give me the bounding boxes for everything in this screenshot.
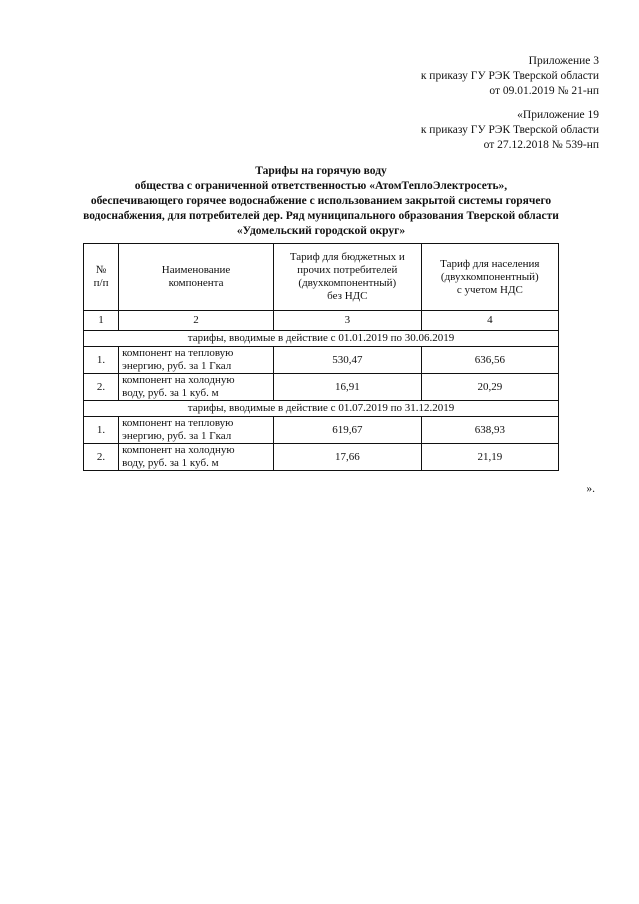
component-name-line1: компонент на тепловую	[122, 347, 234, 359]
title-line3: обеспечивающего горячее водоснабжение с использованием закрытой системы горячего	[90, 195, 552, 207]
column-number-row	[84, 311, 559, 331]
header-num	[84, 244, 119, 311]
title-line5: «Удомельский городской округ»	[236, 225, 406, 237]
table-header-row	[84, 244, 559, 311]
column-number: 2	[119, 311, 274, 331]
header-t2-line1: Тариф для населения	[440, 257, 540, 270]
row-number: 2.	[84, 374, 119, 401]
column-number: 4	[421, 311, 558, 331]
header-tariff-budget	[273, 244, 421, 311]
tariff-population-value: 636,56	[421, 347, 558, 374]
header-tariff-population	[421, 244, 558, 311]
column-number: 3	[273, 311, 421, 331]
header-t1-line4: без НДС	[327, 290, 368, 302]
header-t2-line2: (двухкомпонентный)	[440, 270, 539, 283]
component-name-line2: воду, руб. за 1 куб. м	[122, 387, 219, 399]
tariff-budget-value: 619,67	[273, 417, 421, 444]
tariff-population-value: 638,93	[421, 417, 558, 444]
period-label: тарифы, вводимые в действие с 01.01.2019 по 30.06.2019	[84, 331, 559, 347]
annex-reference-current	[421, 54, 599, 99]
header-num-line1: №	[95, 264, 107, 276]
annex-current-line2: к приказу ГУ РЭК Тверской области	[420, 70, 599, 82]
annex-reference-previous	[421, 108, 599, 153]
document-title	[40, 164, 602, 239]
component-name	[119, 444, 274, 471]
component-name-line1: компонент на холодную	[122, 444, 235, 456]
closing-quote: ».	[586, 483, 595, 495]
header-t2-line3: с учетом НДС	[456, 283, 523, 296]
component-name-line2: энергию, руб. за 1 Гкал	[122, 430, 232, 442]
header-t1-line3: (двухкомпонентный)	[298, 277, 397, 289]
component-name-line1: компонент на холодную	[122, 374, 235, 386]
header-component-name	[119, 244, 274, 311]
header-num-line2: п/п	[93, 277, 109, 289]
table-row	[84, 444, 559, 471]
header-t1-line1: Тариф для бюджетных и	[289, 251, 405, 263]
component-name	[119, 374, 274, 401]
table-row	[84, 374, 559, 401]
table-row	[84, 417, 559, 444]
tariff-table	[83, 243, 559, 471]
row-number: 1.	[84, 417, 119, 444]
tariff-budget-value: 16,91	[273, 374, 421, 401]
tariff-budget-value: 530,47	[273, 347, 421, 374]
period-row	[84, 331, 559, 347]
annex-previous-line1: «Приложение 19	[517, 109, 599, 121]
component-name-line2: энергию, руб. за 1 Гкал	[122, 360, 232, 372]
annex-current-line3: от 09.01.2019 № 21-нп	[489, 85, 599, 97]
component-name	[119, 347, 274, 374]
tariff-budget-value: 17,66	[273, 444, 421, 471]
annex-previous-line2: к приказу ГУ РЭК Тверской области	[420, 124, 599, 136]
header-t1-line2: прочих потребителей	[297, 264, 398, 276]
title-line4: водоснабжения, для потребителей дер. Ряд муниципального образования Тверской области	[83, 210, 559, 222]
title-line2: общества с ограниченной ответственностью «АтомТеплоЭлектросеть»,	[134, 180, 508, 192]
header-name-line2: компонента	[168, 277, 224, 289]
component-name	[119, 417, 274, 444]
tariff-population-value: 21,19	[421, 444, 558, 471]
component-name-line1: компонент на тепловую	[122, 417, 234, 429]
table-row	[84, 347, 559, 374]
component-name-line2: воду, руб. за 1 куб. м	[122, 457, 219, 469]
annex-current-line1: Приложение 3	[528, 55, 599, 67]
period-label: тарифы, вводимые в действие с 01.07.2019 по 31.12.2019	[84, 401, 559, 417]
period-row	[84, 401, 559, 417]
title-line1: Тарифы на горячую воду	[255, 165, 387, 177]
row-number: 2.	[84, 444, 119, 471]
annex-previous-line3: от 27.12.2018 № 539-нп	[483, 139, 599, 151]
tariff-population-value: 20,29	[421, 374, 558, 401]
header-name-line1: Наименование	[161, 264, 231, 276]
column-number: 1	[84, 311, 119, 331]
row-number: 1.	[84, 347, 119, 374]
